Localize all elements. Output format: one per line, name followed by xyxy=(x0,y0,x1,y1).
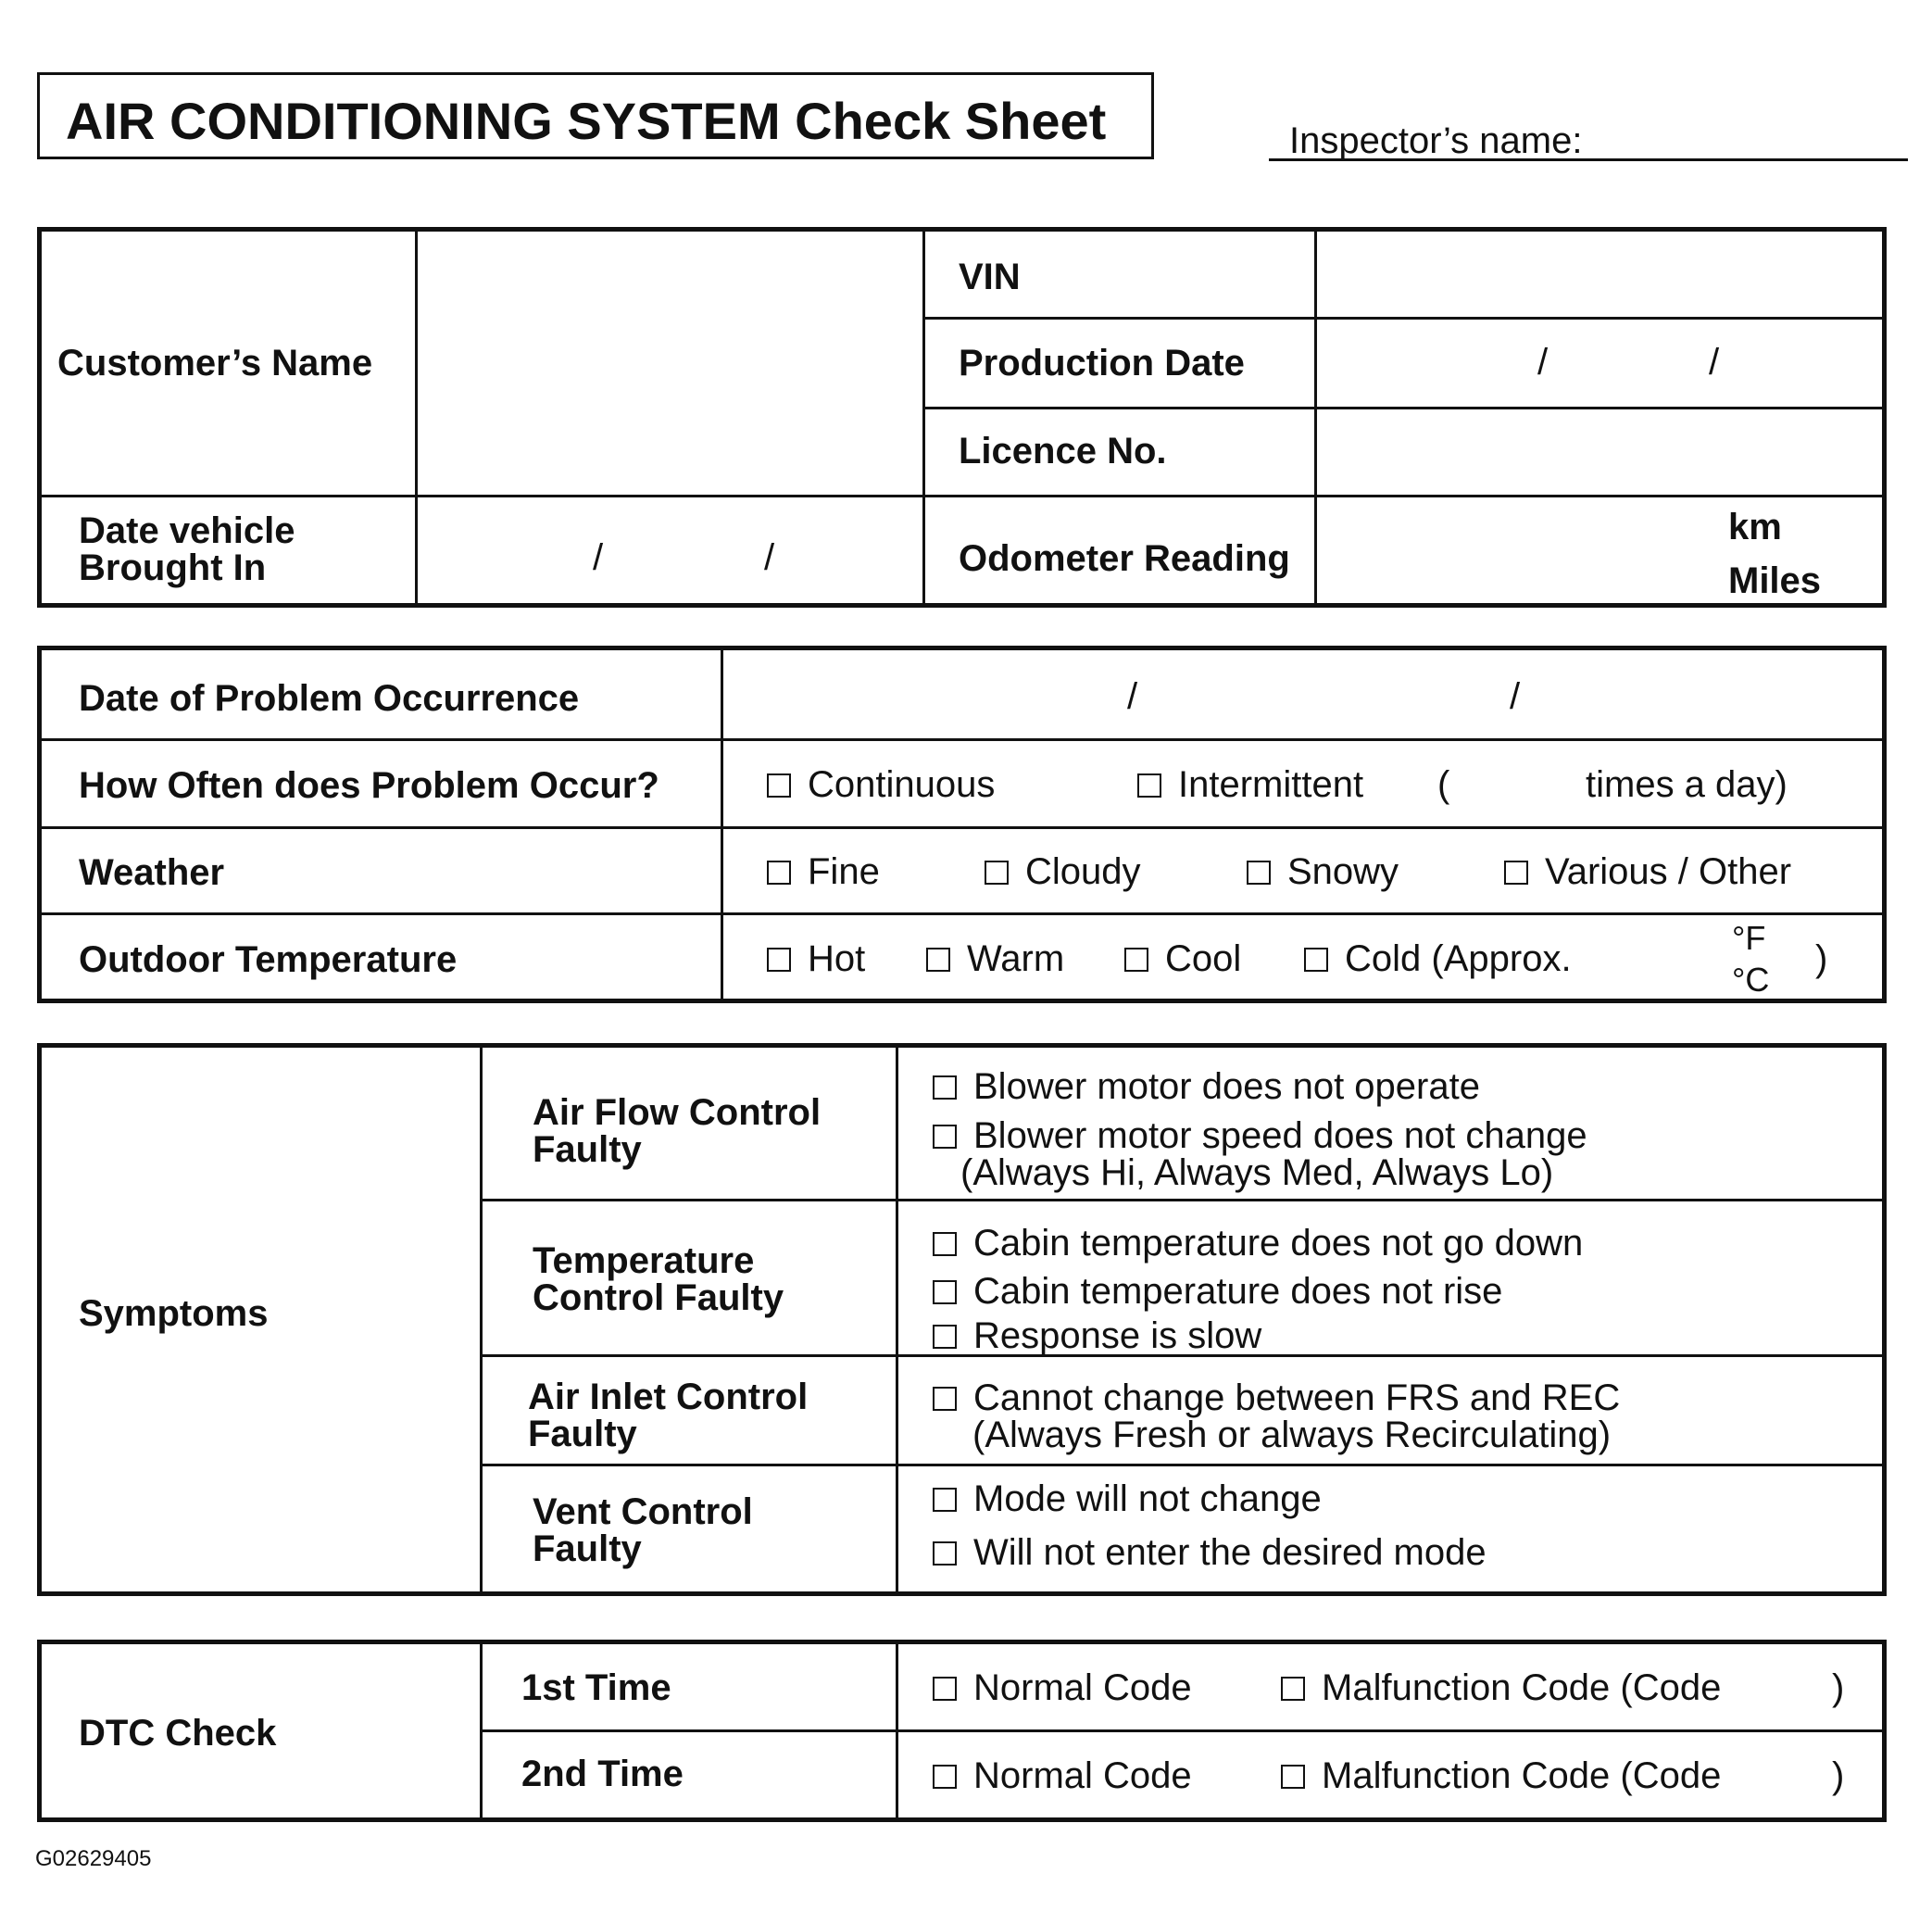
snowy-option[interactable]: Snowy xyxy=(1247,851,1399,893)
cabin-not-down-option[interactable]: Cabin temperature does not go down xyxy=(933,1223,1583,1264)
temperature-close-paren: ) xyxy=(1815,938,1828,979)
production-date-slash-1: / xyxy=(1537,342,1549,383)
air-flow-control-label: Air Flow Control Faulty xyxy=(533,1092,822,1170)
symptoms-label: Symptoms xyxy=(79,1293,269,1334)
cool-option[interactable]: Cool xyxy=(1124,938,1241,980)
vent-control-label: Vent Control Faulty xyxy=(533,1491,753,1569)
temperature-control-label: Temperature Control Faulty xyxy=(533,1240,784,1318)
title-box xyxy=(37,72,1154,159)
cabin-not-rise-checkbox[interactable] xyxy=(933,1280,957,1304)
continuous-option[interactable]: Continuous xyxy=(767,764,995,806)
problem-date-slash-2: / xyxy=(1510,676,1521,717)
miles-unit: Miles xyxy=(1728,560,1822,601)
production-date-slash-2: / xyxy=(1709,342,1720,383)
licence-label: Licence No. xyxy=(959,431,1167,472)
not-enter-mode-option[interactable]: Will not enter the desired mode xyxy=(933,1532,1487,1574)
air-inlet-control-label: Air Inlet Control Faulty xyxy=(528,1377,809,1454)
blower-speed-option[interactable]: Blower motor speed does not change xyxy=(933,1115,1587,1157)
page-title: AIR CONDITIONING SYSTEM Check Sheet xyxy=(66,92,1107,150)
production-date-label: Production Date xyxy=(959,343,1245,384)
cool-checkbox[interactable] xyxy=(1124,948,1148,972)
first-close-paren: ) xyxy=(1832,1667,1845,1708)
how-often-label: How Often does Problem Occur? xyxy=(79,765,659,806)
vehicle-info-table xyxy=(37,227,1887,608)
cabin-not-rise-option[interactable]: Cabin temperature does not rise xyxy=(933,1271,1502,1313)
km-unit: km xyxy=(1728,507,1782,547)
blower-not-operate-option[interactable]: Blower motor does not operate xyxy=(933,1066,1480,1108)
snowy-checkbox[interactable] xyxy=(1247,861,1271,885)
date-brought-in-line-1: Date vehicle xyxy=(79,510,295,551)
second-malfunction-option[interactable]: Malfunction Code (Code xyxy=(1281,1755,1721,1797)
fahrenheit-unit: °F xyxy=(1732,919,1766,957)
outdoor-temperature-label: Outdoor Temperature xyxy=(79,939,458,980)
cabin-not-down-checkbox[interactable] xyxy=(933,1232,957,1256)
various-checkbox[interactable] xyxy=(1504,861,1528,885)
problem-table xyxy=(37,646,1887,1003)
vin-label: VIN xyxy=(959,257,1021,297)
not-enter-mode-checkbox[interactable] xyxy=(933,1541,957,1566)
response-slow-checkbox[interactable] xyxy=(933,1325,957,1349)
dtc-table xyxy=(37,1640,1887,1822)
date-brought-in-slash-2: / xyxy=(764,537,775,578)
odometer-label: Odometer Reading xyxy=(959,538,1290,579)
vin-field[interactable] xyxy=(1317,232,1887,317)
date-of-problem-label: Date of Problem Occurrence xyxy=(79,678,580,719)
licence-field[interactable] xyxy=(1317,409,1887,495)
various-option[interactable]: Various / Other xyxy=(1504,851,1791,893)
cannot-change-option[interactable]: Cannot change between FRS and REC xyxy=(933,1377,1620,1419)
cannot-change-note: (Always Fresh or always Recirculating) xyxy=(972,1415,1612,1455)
response-slow-option[interactable]: Response is slow xyxy=(933,1315,1261,1357)
fine-checkbox[interactable] xyxy=(767,861,791,885)
second-normal-option[interactable]: Normal Code xyxy=(933,1755,1192,1797)
customer-name-field[interactable] xyxy=(418,232,922,495)
weather-label: Weather xyxy=(79,852,225,893)
date-brought-in-slash-1: / xyxy=(593,537,604,578)
second-malfunction-checkbox[interactable] xyxy=(1281,1765,1305,1789)
inspector-name-label: Inspector’s name: xyxy=(1289,120,1583,161)
first-normal-option[interactable]: Normal Code xyxy=(933,1667,1192,1709)
first-malfunction-checkbox[interactable] xyxy=(1281,1677,1305,1701)
dtc-check-label: DTC Check xyxy=(79,1713,277,1754)
cloudy-option[interactable]: Cloudy xyxy=(985,851,1141,893)
times-open-paren: ( xyxy=(1437,764,1450,805)
symptoms-table xyxy=(37,1043,1887,1596)
first-normal-checkbox[interactable] xyxy=(933,1677,957,1701)
cold-option[interactable]: Cold (Approx. xyxy=(1304,938,1572,980)
intermittent-option[interactable]: Intermittent xyxy=(1137,764,1363,806)
warm-option[interactable]: Warm xyxy=(926,938,1064,980)
intermittent-checkbox[interactable] xyxy=(1137,773,1161,798)
first-malfunction-option[interactable]: Malfunction Code (Code xyxy=(1281,1667,1721,1709)
warm-checkbox[interactable] xyxy=(926,948,950,972)
inspector-name-field[interactable] xyxy=(1269,119,1908,161)
hot-checkbox[interactable] xyxy=(767,948,791,972)
problem-date-slash-1: / xyxy=(1127,676,1138,717)
second-time-label: 2nd Time xyxy=(521,1754,684,1794)
customer-name-label: Customer’s Name xyxy=(57,343,373,384)
mode-not-change-checkbox[interactable] xyxy=(933,1488,957,1512)
mode-not-change-option[interactable]: Mode will not change xyxy=(933,1478,1322,1520)
date-brought-in-line-2: Brought In xyxy=(79,547,267,588)
date-brought-in-label xyxy=(79,512,295,586)
times-a-day-label: times a day) xyxy=(1586,764,1788,805)
second-normal-checkbox[interactable] xyxy=(933,1765,957,1789)
continuous-checkbox[interactable] xyxy=(767,773,791,798)
figure-code: G02629405 xyxy=(35,1846,152,1871)
cannot-change-checkbox[interactable] xyxy=(933,1387,957,1411)
hot-option[interactable]: Hot xyxy=(767,938,865,980)
second-close-paren: ) xyxy=(1832,1755,1845,1796)
first-time-label: 1st Time xyxy=(521,1667,671,1708)
cold-checkbox[interactable] xyxy=(1304,948,1328,972)
cloudy-checkbox[interactable] xyxy=(985,861,1009,885)
blower-not-operate-checkbox[interactable] xyxy=(933,1075,957,1100)
celsius-unit: °C xyxy=(1732,961,1770,999)
blower-speed-checkbox[interactable] xyxy=(933,1125,957,1149)
fine-option[interactable]: Fine xyxy=(767,851,880,893)
blower-speed-note: (Always Hi, Always Med, Always Lo) xyxy=(960,1152,1554,1193)
